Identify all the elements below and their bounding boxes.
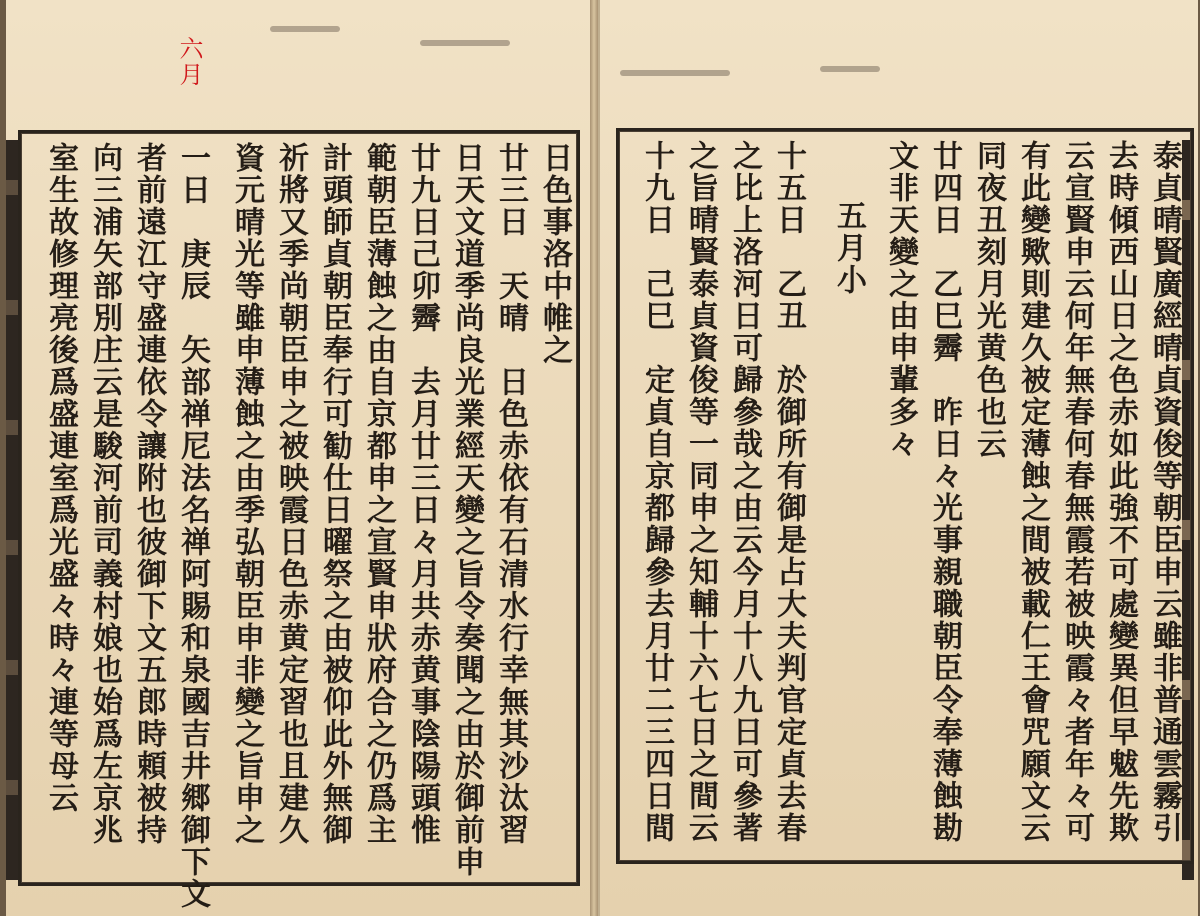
text-column: 云宣賢申云何年無春何春無霞若被映霞々者年々可: [1059, 140, 1094, 844]
book-gutter: [590, 0, 598, 916]
month-annotation: 六月: [175, 36, 203, 88]
text-column: 十九日 己巳 定貞自京都歸參去月廿二三四日間: [639, 140, 674, 844]
text-column: 資元晴光等雖申薄蝕之由季弘朝臣申非變之旨申之: [229, 142, 264, 846]
ink-smudge: [420, 40, 510, 46]
text-column: 之比上洛河日可歸參哉之由云今月十八九日可參著: [727, 140, 762, 844]
text-column: 向三浦矢部別庄云是駿河前司義村娘也始爲左京兆: [87, 142, 122, 846]
ink-smudge: [270, 26, 340, 32]
text-column: 者前遠江守盛連依令讓附也彼御下文五郎時頼被持: [131, 142, 166, 846]
text-column: 範朝臣薄蝕之由自京都申之宣賢申狀府合之仍爲主: [361, 142, 396, 846]
text-column: 室生故修理亮後爲盛連室爲光盛々時々連等母云: [43, 142, 78, 814]
left-page-edge: [6, 140, 18, 880]
text-column: 十五日 乙丑 於御所有御是占大夫判官定貞去春: [771, 140, 806, 844]
ink-smudge: [620, 70, 730, 76]
text-column: 去時傾西山日之色赤如此強不可處變異但早魃先欺: [1103, 140, 1138, 844]
text-column: 有此變歟則建久被定薄蝕之間被載仁王會咒願文云: [1015, 140, 1050, 844]
ink-smudge: [820, 66, 880, 72]
text-column: 泰貞晴賢廣經晴貞資俊等朝臣申云雖非普通雲霧引: [1147, 140, 1182, 844]
text-column: 計頭師貞朝臣奉行可勧仕日曜祭之由被仰此外無御: [317, 142, 352, 846]
text-column: 日天文道季尚良光業經天變之旨令奏聞之由於御前申: [449, 142, 484, 878]
text-column: 廿三日 天晴 日色赤依有石清水行幸無其沙汰習: [493, 142, 528, 846]
text-column: 廿四日 乙巳霽 昨日々光事親職朝臣令奉薄蝕勘: [927, 140, 962, 844]
text-column: 一日 庚辰 矢部禅尼法名禅阿賜和泉國吉井郷御下文: [175, 142, 210, 910]
text-column: 之旨晴賢泰貞資俊等一同申之知輔十六七日之間云: [683, 140, 718, 844]
text-column: 五月小: [831, 200, 866, 296]
text-column: 廿九日己卯霽 去月廿三日々月共赤黄事陰陽頭惟: [405, 142, 440, 846]
text-column: 日色事洛中帷之: [537, 142, 572, 366]
text-column: 同夜丑刻月光黄色也云: [971, 140, 1006, 460]
text-column: 文非天變之由申輩多々: [883, 140, 918, 460]
text-column: 祈將又季尚朝臣申之被映霞日色赤黄定習也且建久: [273, 142, 308, 846]
